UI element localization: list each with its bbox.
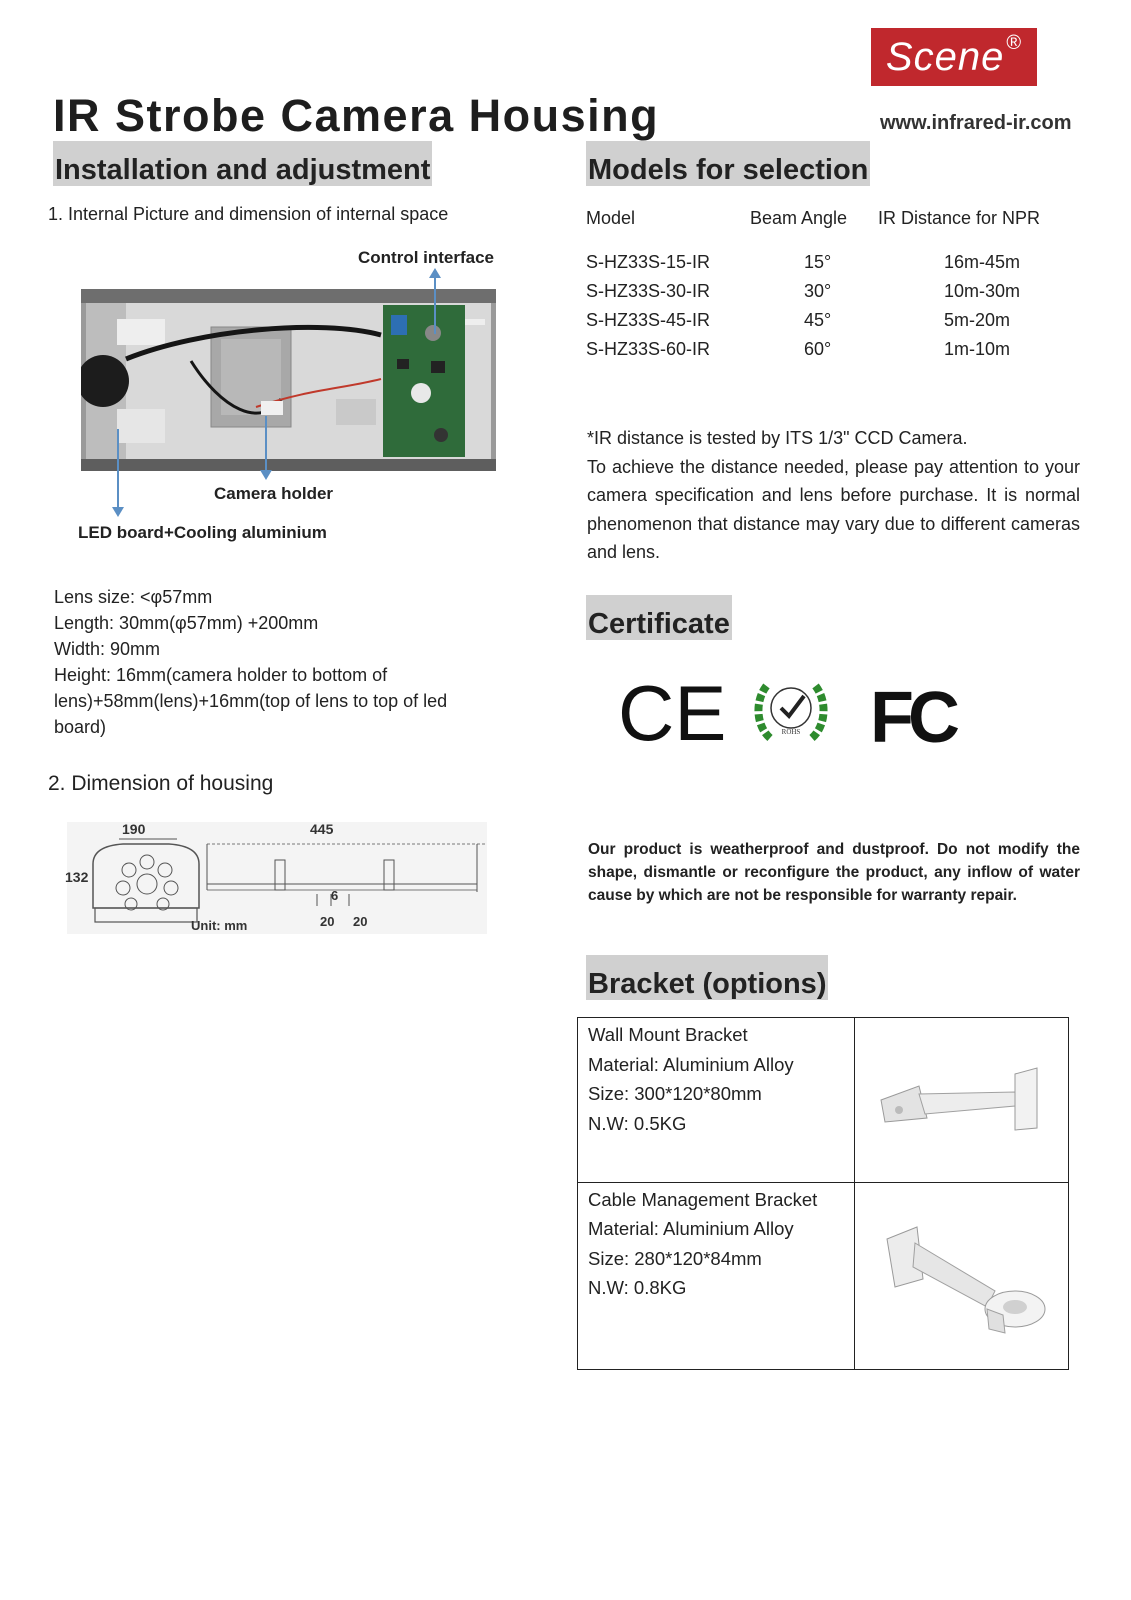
beam-angle-cell: 30°: [804, 281, 832, 301]
arrow-down-icon: [260, 470, 272, 480]
spec-line: Width: 90mm: [54, 639, 161, 659]
table-row: [586, 248, 1040, 277]
table-row: [578, 1018, 1069, 1183]
warranty-notice: Our product is weatherproof and dustproof. Do not modify the shape, dismantle or reconfigure the product, any inflow of water cause by which are not be responsible for warranty repair.: [588, 841, 1080, 904]
table-row: [586, 277, 1040, 306]
ir-distance-note: [587, 424, 1080, 567]
table-row: [586, 306, 1040, 335]
installation-heading: Installation and adjustment: [53, 141, 432, 186]
fcc-mark: [870, 674, 970, 754]
wall-mount-bracket-image: [855, 1018, 1068, 1173]
bracket-material: Material: Aluminium Alloy: [588, 1053, 794, 1075]
models-table: [586, 208, 1040, 364]
bracket-size: Size: 280*120*84mm: [588, 1247, 762, 1269]
certificate-heading: Certificate: [586, 595, 732, 640]
led-board-label: LED board+Cooling aluminium: [78, 523, 327, 542]
led-board-pointer: [117, 429, 119, 509]
length-dimension: 445: [310, 821, 334, 837]
lens-specs: [54, 584, 514, 740]
camera-holder-pointer: [265, 416, 267, 472]
registered-mark: ®: [1006, 32, 1023, 54]
arrow-down-icon: [112, 507, 124, 517]
bracket-size: Size: 300*120*80mm: [588, 1083, 762, 1104]
model-cell: S-HZ33S-60-IR: [586, 339, 711, 359]
brand-name: Scene: [885, 35, 1005, 79]
model-cell: S-HZ33S-30-IR: [586, 281, 711, 301]
beam-angle-cell: 45°: [804, 310, 832, 330]
bracket-image-cell: [855, 1018, 1069, 1183]
spec-line: board): [54, 717, 107, 737]
column-header-ir-distance: IR Distance for NPR: [878, 208, 1041, 228]
spacing-dimension: 20: [353, 914, 368, 929]
table-row: [586, 335, 1040, 364]
camera-holder-label: Camera holder: [214, 484, 334, 503]
note-line: *IR distance is tested by ITS 1/3" CCD Camera.: [587, 428, 968, 448]
column-header-model: Model: [586, 208, 636, 228]
dimension-item: 2. Dimension of housing: [48, 772, 274, 795]
model-cell: S-HZ33S-15-IR: [586, 252, 711, 272]
bracket-table: [577, 1017, 1069, 1370]
ir-distance-cell: 5m-20m: [944, 310, 1011, 330]
ir-distance-cell: 16m-45m: [944, 252, 1021, 272]
spec-line: Height: 16mm(camera holder to bottom of: [54, 665, 388, 685]
page-title: IR Strobe Camera Housing: [53, 90, 660, 141]
fcc-mark-text: FC: [870, 678, 954, 754]
bracket-name: Cable Management Bracket: [588, 1188, 818, 1210]
spec-line: lens)+58mm(lens)+16mm(top of lens to top of led: [54, 691, 448, 711]
ce-mark-text: CE: [618, 670, 727, 752]
ir-distance-cell: 10m-30m: [944, 281, 1021, 301]
bracket-weight: N.W: 0.8KG: [588, 1277, 687, 1298]
bracket-material: Material: Aluminium Alloy: [588, 1218, 794, 1239]
column-header-beam-angle: Beam Angle: [750, 208, 848, 228]
width-dimension: 190: [122, 821, 146, 837]
beam-angle-cell: 60°: [804, 339, 832, 359]
housing-dimension-drawing: [67, 822, 487, 934]
model-cell: S-HZ33S-45-IR: [586, 310, 711, 330]
spec-line: Length: 30mm(φ57mm) +200mm: [54, 613, 319, 633]
arrow-up-icon: [429, 268, 441, 278]
bracket-info-cell: [578, 1018, 855, 1183]
height-dimension: 132: [65, 869, 89, 885]
spacing-dimension: 20: [320, 914, 335, 929]
control-interface-label: Control interface: [358, 248, 495, 267]
control-interface-pointer: [434, 276, 436, 334]
website-link[interactable]: www.infrared-ir.com: [880, 112, 1072, 134]
spec-line: Lens size: <φ57mm: [54, 587, 213, 607]
internal-picture-item: 1. Internal Picture and dimension of internal space: [48, 204, 449, 224]
ce-mark: [618, 670, 738, 752]
bracket-heading: Bracket (options): [586, 955, 828, 1000]
table-row: [578, 1182, 1069, 1370]
bracket-image-cell: [855, 1182, 1069, 1370]
brand-logo: [871, 28, 1037, 86]
bracket-info-cell: [578, 1182, 855, 1370]
bracket-weight: N.W: 0.5KG: [588, 1112, 687, 1134]
table-header-row: [586, 208, 1040, 248]
bracket-name: Wall Mount Bracket: [588, 1024, 748, 1045]
beam-angle-cell: 15°: [804, 252, 832, 272]
cable-management-bracket-image: [855, 1183, 1068, 1361]
rohs-mark: [752, 672, 830, 750]
models-heading: Models for selection: [586, 141, 870, 186]
rohs-mark-text: ROHS: [781, 728, 801, 736]
gap-dimension: 6: [331, 888, 339, 903]
unit-label: Unit: mm: [191, 918, 248, 933]
note-paragraph: To achieve the distance needed, please pay attention to your camera specification and lens before purchase. It is normal phenomenon that distance may vary due to different cameras and lens.: [587, 456, 1080, 562]
ir-distance-cell: 1m-10m: [944, 339, 1011, 359]
